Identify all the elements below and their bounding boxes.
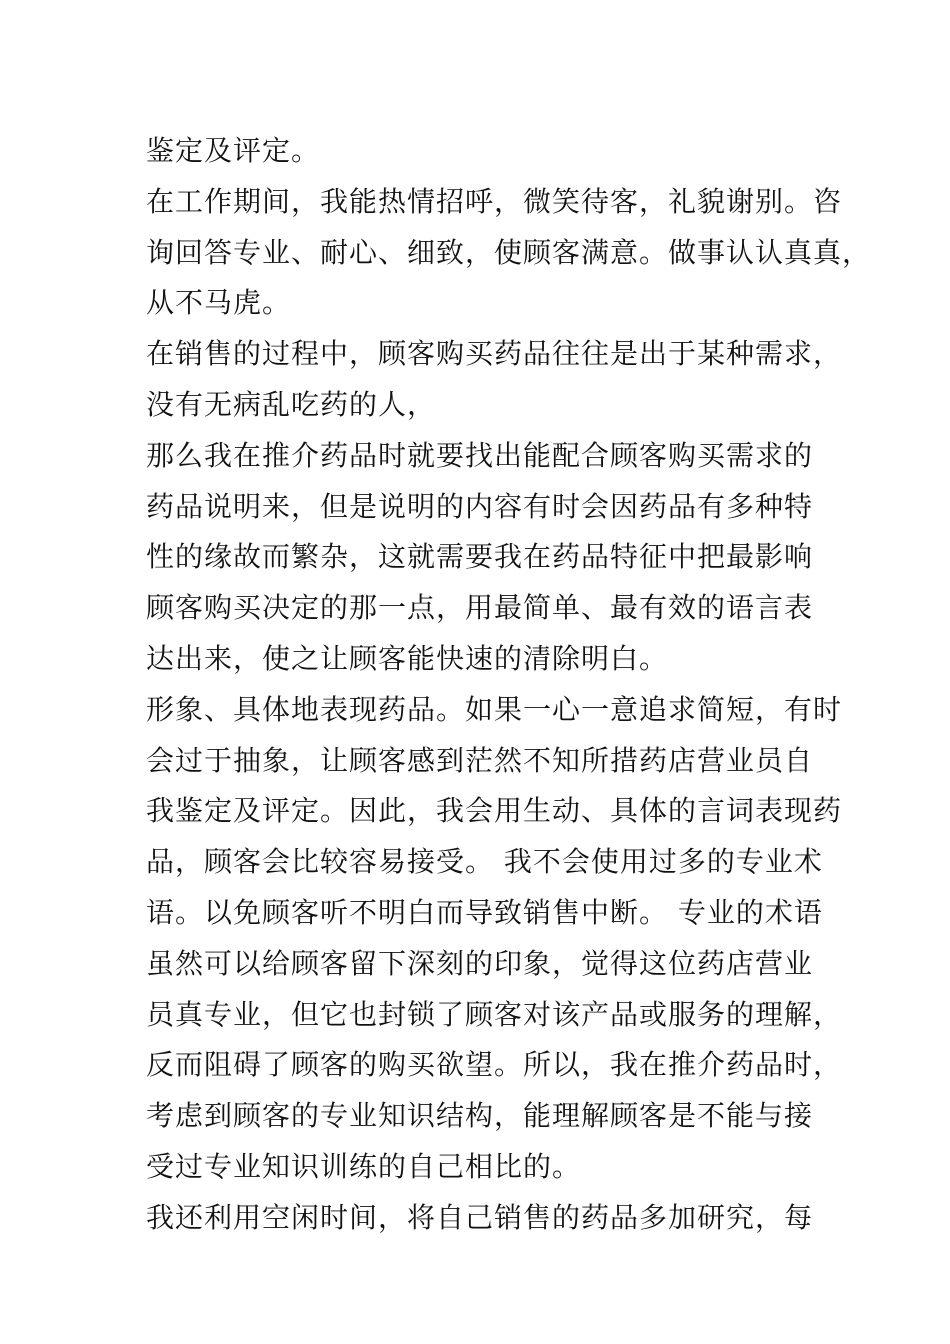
- text-line: 询回答专业、耐心、细致，使顾客满意。做事认认真真，: [146, 235, 872, 269]
- text-line: 顾客购买决定的那一点，用最简单、最有效的语言表: [146, 591, 814, 625]
- text-line: 没有无病乱吃药的人，: [146, 387, 437, 421]
- text-line: 那么我在推介药品时就要找出能配合顾客购买需求的: [146, 438, 814, 472]
- text-line: 考虑到顾客的专业知识结构，能理解顾客是不能与接: [146, 1099, 814, 1133]
- body-text: [146, 126, 872, 1244]
- text-line: 达出来，使之让顾客能快速的清除明白。: [146, 641, 669, 675]
- text-line: 品，顾客会比较容易接受。 我不会使用过多的专业术: [146, 845, 823, 879]
- text-line: 形象、具体地表现药品。如果一心一意追求简短，有时: [146, 692, 843, 726]
- text-line: 反而阻碍了顾客的购买欲望。所以，我在推介药品时，: [146, 1048, 843, 1082]
- text-line: 语。以免顾客听不明白而导致销售中断。 专业的术语: [146, 895, 823, 929]
- text-line: 在销售的过程中，顾客购买药品往往是出于某种需求，: [146, 337, 843, 371]
- text-line: 虽然可以给顾客留下深刻的印象，觉得这位药店营业: [146, 946, 814, 980]
- text-line: 我鉴定及评定。因此，我会用生动、具体的言词表现药: [146, 794, 843, 828]
- text-line: 员真专业，但它也封锁了顾客对该产品或服务的理解，: [146, 997, 843, 1031]
- text-line: 性的缘故而繁杂，这就需要我在药品特征中把最影响: [146, 540, 814, 574]
- text-line: 我还利用空闲时间，将自己销售的药品多加研究，每: [146, 1200, 814, 1234]
- text-line: 药品说明来，但是说明的内容有时会因药品有多种特: [146, 489, 814, 523]
- text-line: 会过于抽象，让顾客感到茫然不知所措药店营业员自: [146, 743, 814, 777]
- text-line: 鉴定及评定。: [146, 134, 321, 167]
- text-line: 在工作期间，我能热情招呼，微笑待客，礼貌谢别。咨: [146, 184, 843, 218]
- text-line: 受过专业知识训练的自己相比的。: [146, 1149, 582, 1183]
- text-line: 从不马虎。: [146, 286, 292, 320]
